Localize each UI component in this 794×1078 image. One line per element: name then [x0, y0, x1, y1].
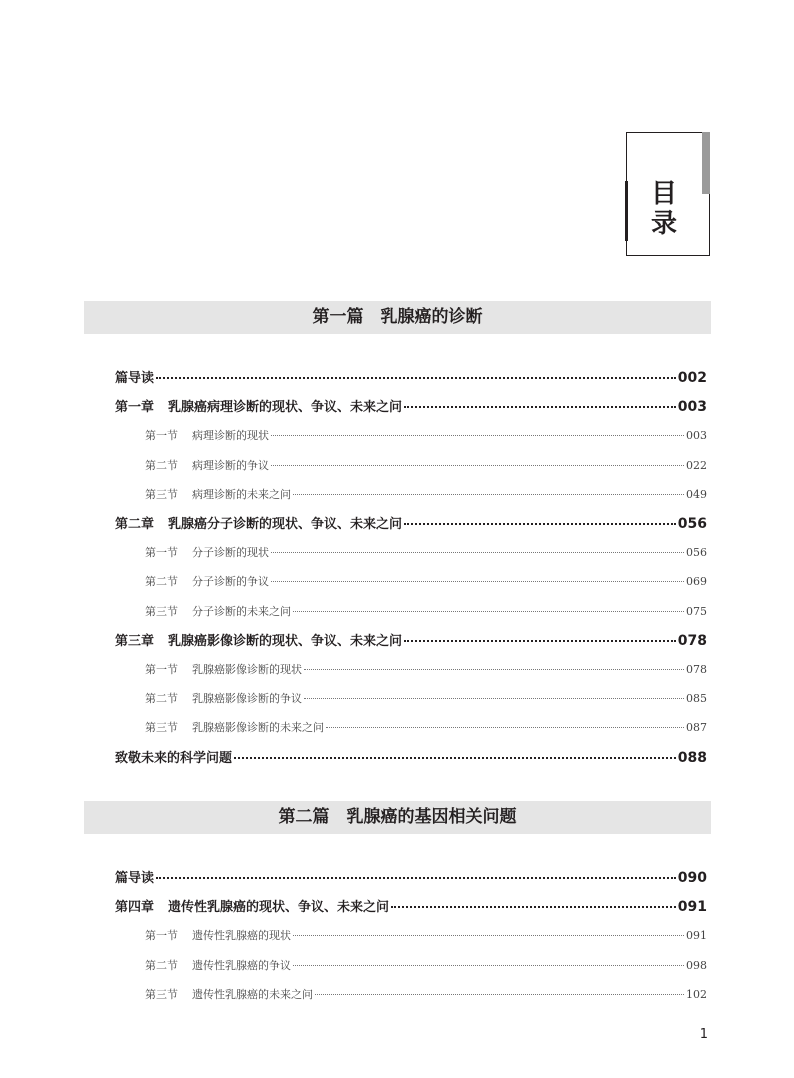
toc-chapter-entry[interactable] [115, 395, 707, 417]
entry-label: 第一节 [145, 663, 178, 676]
entry-label: 致敬未来的科学问题 [115, 751, 233, 766]
dot-leader [404, 392, 676, 408]
toc-chapter-entry[interactable] [115, 366, 707, 388]
toc-chapter-entry[interactable] [115, 512, 707, 534]
toc-section-entry[interactable] [145, 716, 707, 738]
entry-page-number: 075 [686, 605, 707, 618]
entry-page-number: 078 [686, 663, 707, 676]
entry-page-number: 069 [686, 575, 707, 588]
entry-label: 第一节 [145, 546, 178, 559]
entry-label: 第一节 [145, 429, 178, 442]
dot-leader [271, 421, 684, 436]
entry-title: 病理诊断的争议 [192, 459, 269, 472]
entry-title: 遗传性乳腺癌的未来之问 [192, 988, 313, 1001]
entry-page-number: 091 [686, 929, 707, 942]
dot-leader [293, 597, 684, 612]
entry-label: 第三节 [145, 488, 178, 501]
dot-leader [293, 921, 684, 936]
entry-page-number: 088 [677, 750, 707, 766]
entry-title: 乳腺癌分子诊断的现状、争议、未来之问 [168, 517, 403, 532]
entry-page-number: 098 [686, 959, 707, 972]
entry-page-number: 056 [677, 516, 707, 532]
dot-leader [304, 655, 684, 670]
entry-title: 分子诊断的未来之问 [192, 605, 291, 618]
dot-leader [271, 451, 684, 466]
entry-title: 乳腺癌影像诊断的现状 [192, 663, 302, 676]
entry-page-number: 091 [677, 899, 707, 915]
toc-heading-box [626, 132, 710, 256]
dot-leader [293, 951, 684, 966]
entry-title: 分子诊断的现状 [192, 546, 269, 559]
entry-page-number: 049 [686, 488, 707, 501]
entry-page-number: 078 [677, 633, 707, 649]
dot-leader [315, 980, 684, 995]
entry-label: 第四章 [115, 900, 155, 915]
entry-title: 乳腺癌影像诊断的未来之问 [192, 721, 324, 734]
entry-label: 第三节 [145, 988, 178, 1001]
toc-heading-char-2: 录 [650, 209, 677, 239]
entry-title: 遗传性乳腺癌的现状 [192, 929, 291, 942]
entry-page-number: 003 [677, 399, 707, 415]
entry-title: 乳腺癌影像诊断的现状、争议、未来之问 [168, 634, 403, 649]
entry-page-number: 102 [686, 988, 707, 1001]
entry-page-number: 056 [686, 546, 707, 559]
entry-label: 第一章 [115, 400, 155, 415]
toc-chapter-entry[interactable] [115, 866, 707, 888]
toc-chapter-entry[interactable] [115, 895, 707, 917]
toc-section-entry[interactable] [145, 454, 707, 476]
entry-label: 篇导读 [115, 871, 155, 886]
toc-section-entry[interactable] [145, 924, 707, 946]
toc-section-entry[interactable] [145, 541, 707, 563]
entry-label: 第二节 [145, 959, 178, 972]
toc-section-entry[interactable] [145, 483, 707, 505]
entry-label: 篇导读 [115, 371, 155, 386]
entry-page-number: 003 [686, 429, 707, 442]
dot-leader [326, 713, 684, 728]
dot-leader [404, 509, 676, 525]
entry-page-number: 002 [677, 370, 707, 386]
entry-page-number: 022 [686, 459, 707, 472]
entry-label: 第二节 [145, 692, 178, 705]
dot-leader [304, 684, 684, 699]
entry-page-number: 087 [686, 721, 707, 734]
dot-leader [156, 863, 676, 879]
entry-label: 第三章 [115, 634, 155, 649]
entry-label: 第三节 [145, 721, 178, 734]
part-title: 第二篇 乳腺癌的基因相关问题 [84, 801, 711, 834]
dot-leader [234, 743, 676, 759]
heading-accent-bar [702, 132, 710, 194]
dot-leader [391, 892, 676, 908]
entry-label: 第二节 [145, 459, 178, 472]
toc-section-entry[interactable] [145, 658, 707, 680]
entry-title: 病理诊断的未来之问 [192, 488, 291, 501]
page-number: 1 [699, 1027, 708, 1042]
dot-leader [156, 363, 676, 379]
part-title: 第一篇 乳腺癌的诊断 [84, 301, 711, 334]
entry-title: 乳腺癌影像诊断的争议 [192, 692, 302, 705]
toc-section-entry[interactable] [145, 600, 707, 622]
entry-title: 分子诊断的争议 [192, 575, 269, 588]
entry-title: 病理诊断的现状 [192, 429, 269, 442]
toc-section-entry[interactable] [145, 687, 707, 709]
dot-leader [271, 567, 684, 582]
toc-chapter-entry[interactable] [115, 629, 707, 651]
toc-section-entry[interactable] [145, 983, 707, 1005]
entry-title: 遗传性乳腺癌的现状、争议、未来之问 [168, 900, 390, 915]
toc-heading [627, 179, 701, 239]
dot-leader [271, 538, 684, 553]
toc-section-entry[interactable] [145, 954, 707, 976]
dot-leader [404, 626, 676, 642]
entry-page-number: 085 [686, 692, 707, 705]
dot-leader [293, 480, 684, 495]
entry-title: 遗传性乳腺癌的争议 [192, 959, 291, 972]
entry-page-number: 090 [677, 870, 707, 886]
toc-section-entry[interactable] [145, 424, 707, 446]
toc-heading-char-1: 目 [650, 179, 677, 209]
entry-label: 第二章 [115, 517, 155, 532]
entry-label: 第一节 [145, 929, 178, 942]
entry-title: 乳腺癌病理诊断的现状、争议、未来之问 [168, 400, 403, 415]
toc-section-entry[interactable] [145, 570, 707, 592]
entry-label: 第二节 [145, 575, 178, 588]
entry-label: 第三节 [145, 605, 178, 618]
toc-chapter-entry[interactable] [115, 746, 707, 768]
